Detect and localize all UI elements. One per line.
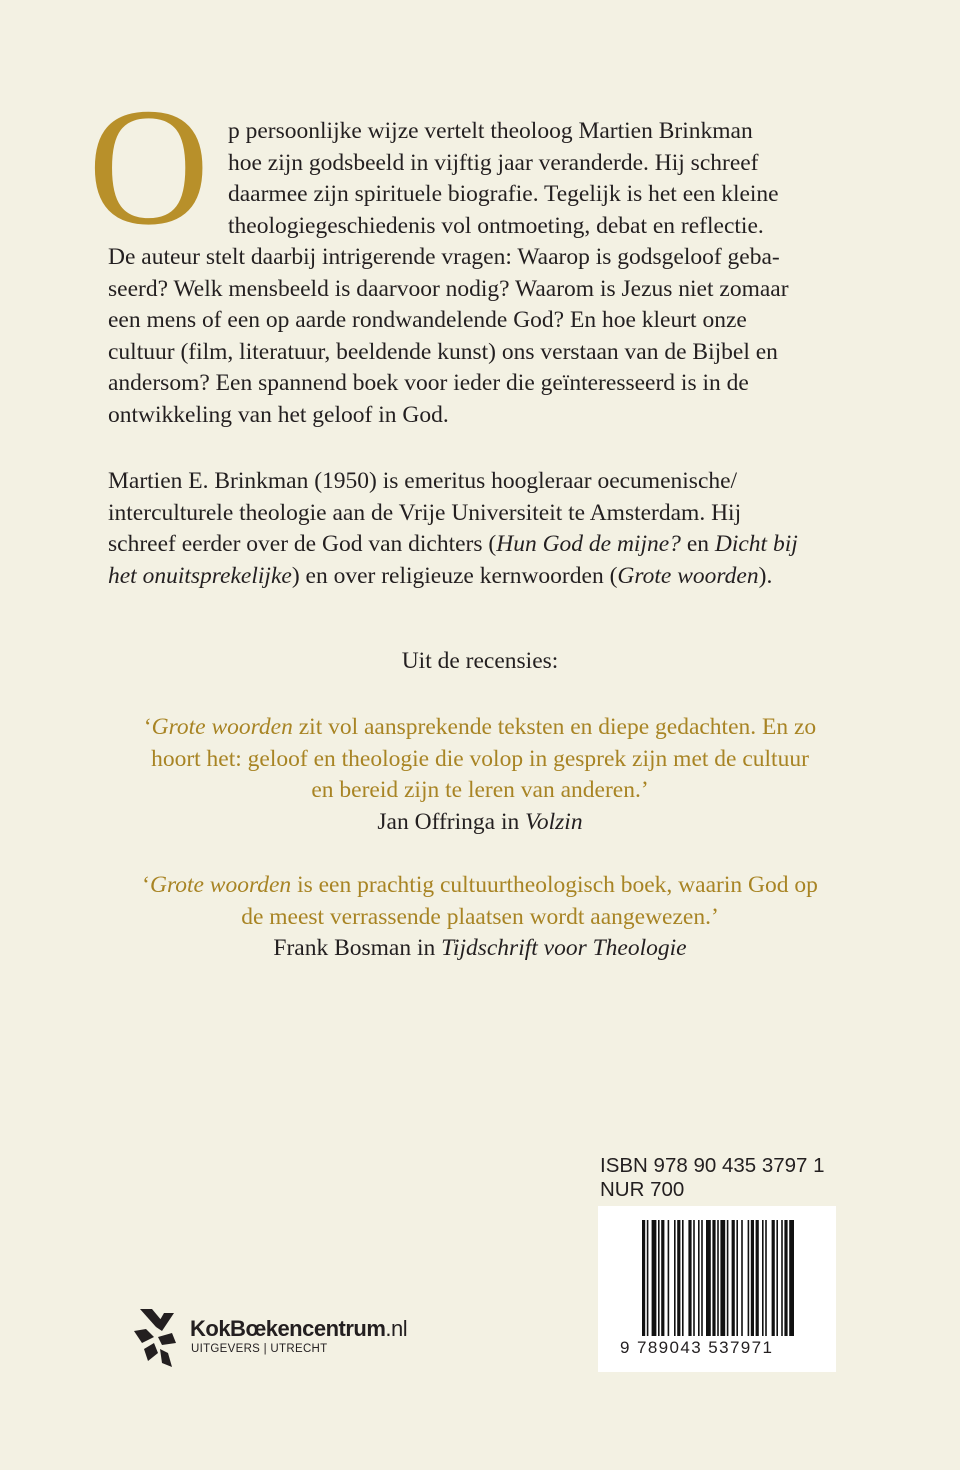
quote-line: en bereid zijn te leren van anderen.’ xyxy=(311,777,649,803)
publisher-logo-icon xyxy=(132,1303,182,1373)
barcode-bar xyxy=(748,1220,750,1336)
barcode-bar xyxy=(720,1220,725,1336)
quote-title: Grote woorden xyxy=(151,714,293,740)
book-title: Hun God de mijne? xyxy=(496,531,681,557)
publication-name: Volzin xyxy=(525,808,583,835)
blurb-line: daarmee zijn spirituele biografie. Tegelijk is het een kleine xyxy=(228,181,779,207)
publisher-name xyxy=(190,1316,407,1342)
barcode-bar xyxy=(706,1220,711,1336)
quote-mark: ‘ xyxy=(142,872,150,898)
reviewer-name: Frank Bosman in xyxy=(273,935,442,961)
barcode-bar xyxy=(668,1220,670,1336)
quote-line xyxy=(90,870,870,902)
blurb-line: seerd? Welk mensbeeld is daarvoor nodig? Waarom is Jezus niet zomaar xyxy=(108,275,789,302)
blurb-line: hoe zijn godsbeeld in vijftig jaar veranderde. Hij schreef xyxy=(228,149,759,176)
quote-line xyxy=(90,712,870,744)
barcode-bar xyxy=(772,1220,775,1336)
barcode-bar xyxy=(727,1220,729,1336)
barcode-bar xyxy=(765,1220,767,1336)
author-bio-text: ). xyxy=(758,562,773,589)
barcode-bar xyxy=(781,1220,783,1336)
barcode-bar xyxy=(642,1220,645,1336)
barcode-bar xyxy=(784,1220,787,1336)
barcode-bar xyxy=(661,1220,664,1336)
isbn-block xyxy=(600,1154,825,1202)
barcode-bar xyxy=(789,1220,794,1336)
quote-line: hoort het: geloof en theologie die volop in gesprek zijn met de cultuur xyxy=(151,745,809,772)
quote-text: zit vol aansprekende teksten en diepe gedachten. En zo xyxy=(292,714,817,740)
barcode-bar xyxy=(762,1220,764,1336)
author-bio-text: ) en over religieuze kernwoorden ( xyxy=(291,562,618,589)
quote-title: Grote woorden xyxy=(149,872,292,898)
quote-source xyxy=(90,807,870,839)
blurb-line: cultuur (film, literatuur, beeldende kunst) ons verstaan van de Bijbel en xyxy=(108,338,778,365)
isbn-number: ISBN 978 90 435 3797 1 xyxy=(600,1154,825,1177)
quote-source xyxy=(90,933,870,965)
barcode-bar xyxy=(701,1220,703,1336)
book-title: het onuitsprekelijke xyxy=(108,562,292,589)
barcode-bar xyxy=(732,1220,735,1336)
blurb-line: ontwikkeling van het geloof in God. xyxy=(108,401,449,428)
blurb-line: De auteur stelt daarbij intrigerende vragen: Waarop is godsgeloof geba- xyxy=(108,244,780,270)
barcode-bar xyxy=(717,1220,719,1336)
blurb-line: p persoonlijke wijze vertelt theoloog Martien Brinkman xyxy=(228,118,753,144)
author-bio-line xyxy=(108,529,848,561)
barcode-bar xyxy=(647,1220,649,1336)
blurb-paragraph xyxy=(108,116,848,431)
barcode xyxy=(598,1206,836,1372)
book-title: Dicht bij xyxy=(714,531,798,557)
blurb-line: theologiegeschiedenis vol ontmoeting, debat en reflectie. xyxy=(228,212,764,239)
barcode-bar xyxy=(698,1220,700,1336)
quote-text: is een prachtig cultuurtheologisch boek, waarin God op xyxy=(291,872,818,898)
blurb-line: een mens of een op aarde rondwandelende God? En hoe kleurt onze xyxy=(108,307,747,333)
author-bio-text: en xyxy=(680,531,715,557)
blurb-line: andersom? Een spannend boek voor ieder die geïnteresseerd is in de xyxy=(108,370,749,396)
reviewer-name: Jan Offringa in xyxy=(377,808,526,835)
publication-name: Tijdschrift voor Theologie xyxy=(441,935,687,961)
barcode-bar xyxy=(712,1220,715,1336)
barcode-bar xyxy=(652,1220,657,1336)
author-bio-text: schreef eerder over de God van dichters ( xyxy=(108,531,497,557)
quote-mark: ‘ xyxy=(143,714,152,740)
barcode-bar xyxy=(677,1220,680,1336)
publisher-tld: .nl xyxy=(385,1316,408,1341)
barcode-bar xyxy=(682,1220,684,1336)
author-bio xyxy=(108,466,848,592)
barcode-bar xyxy=(674,1220,676,1336)
barcode-bar xyxy=(688,1220,691,1336)
book-title: Grote woorden xyxy=(617,562,759,589)
barcode-bar xyxy=(693,1220,695,1336)
barcode-bar xyxy=(776,1220,778,1336)
nur-code: NUR 700 xyxy=(600,1178,685,1201)
publisher-subtitle: UITGEVERS | UTRECHT xyxy=(191,1343,328,1355)
review-quote xyxy=(90,712,870,838)
barcode-digits: 9 789043 537971 xyxy=(620,1338,774,1357)
barcode-bar xyxy=(751,1220,754,1336)
drop-cap: O xyxy=(88,74,210,260)
barcode-bar xyxy=(756,1220,759,1336)
reviews-heading: Uit de recensies: xyxy=(401,648,559,674)
author-bio-line: Martien E. Brinkman (1950) is emeritus hoogleraar oecumenische/ xyxy=(108,468,738,494)
author-bio-line xyxy=(108,561,848,593)
barcode-bar xyxy=(741,1220,743,1336)
author-bio-line: interculturele theologie aan de Vrije Universiteit te Amsterdam. Hij xyxy=(108,499,742,526)
publisher-name-text: KokBœkencentrum xyxy=(190,1316,386,1341)
barcode-bar xyxy=(736,1220,738,1336)
barcode-bar xyxy=(658,1220,660,1336)
review-quote xyxy=(90,870,870,965)
quote-line: de meest verrassende plaatsen wordt aangewezen.’ xyxy=(241,903,719,930)
